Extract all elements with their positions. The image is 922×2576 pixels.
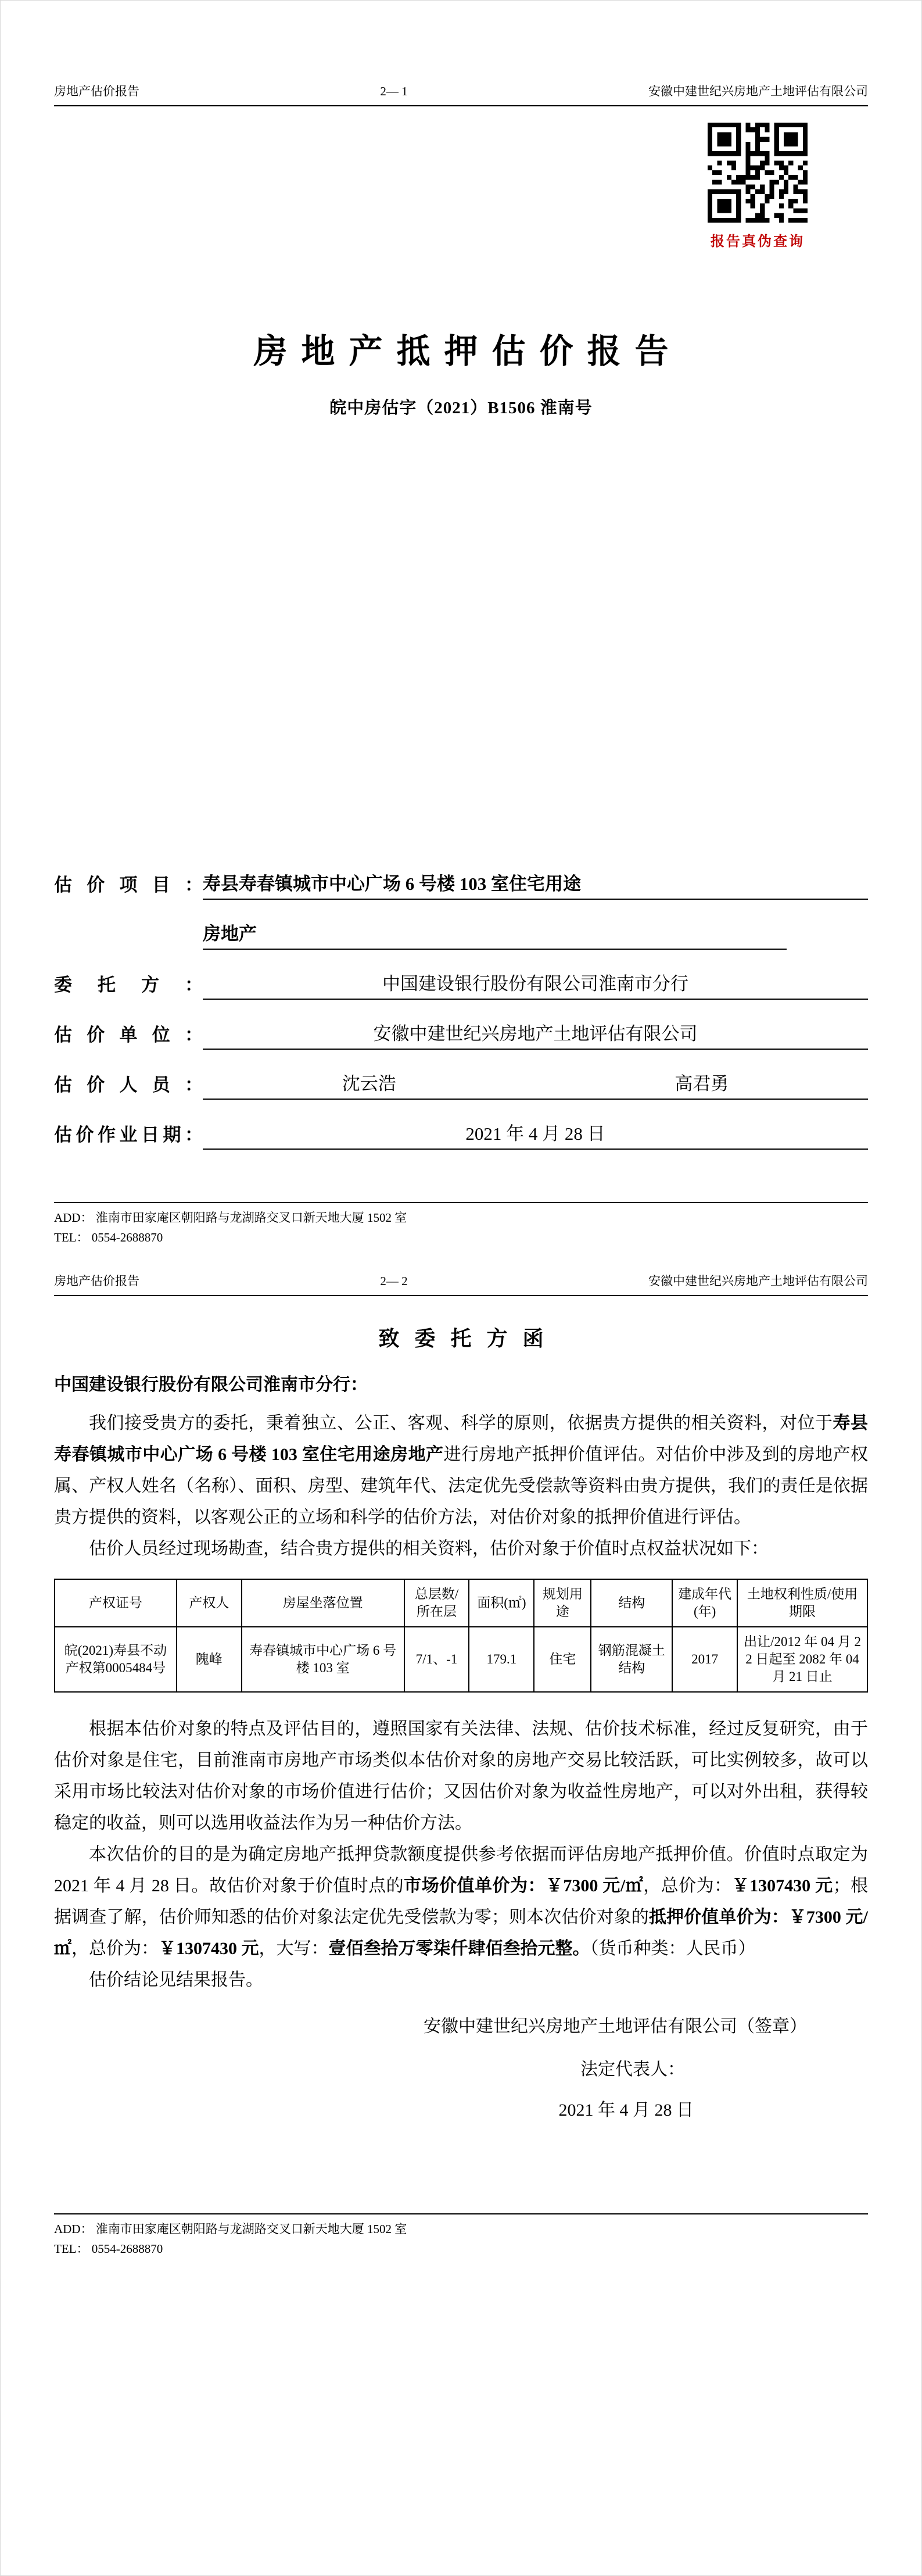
signature-date: 2021 年 4 月 28 日: [558, 2101, 694, 2120]
report-title: 房地产抵押估价报告: [253, 332, 683, 370]
table-header-floors: 总层数/所在层: [404, 1579, 469, 1627]
table-header-owner: 产权人: [177, 1579, 242, 1627]
page2-header: [54, 1272, 868, 1296]
project-label: 估价项目：: [54, 875, 203, 895]
header-company: 安徽中建世纪兴房地产土地评估有限公司: [648, 1274, 868, 1288]
report-number: 皖中房估字（2021）B1506 淮南号: [329, 399, 593, 417]
form-row-client: [54, 950, 868, 1000]
para4-market-unit-price: ￥7300 元/㎡: [545, 1876, 644, 1895]
appraiser-2: 高君勇: [675, 1074, 729, 1094]
qr-block: [702, 123, 813, 250]
para4-text-d: ，总价为：: [643, 1876, 732, 1895]
table-header-land-rights: 土地权利性质/使用期限: [737, 1579, 867, 1627]
header-page-number: 2— 2: [380, 1274, 408, 1288]
cell-structure: 钢筋混凝土结构: [591, 1627, 672, 1692]
cell-land-rights: 出让/2012 年 04 月 22 日起至 2082 年 04 月 21 日止: [737, 1627, 867, 1692]
paragraph-methods: 根据本估价对象的特点及评估目的，遵照国家有关法律、法规、估价技术标准，经过反复研究，由于估价对象是住宅，目前淮南市房地产市场类似本估价对象的房地产交易比较活跃，可比实例较多，故可以采用市场比较法对估价对象的市场价值进行估价；又因估价对象为收益性房地产，可以对外出租，获得较稳定的收益，则可以选用收益法作为另一种估价方法。: [54, 1719, 868, 1833]
para4-mortgage-unit-price: 抵押价值单价为：￥7300 元/㎡: [54, 1908, 869, 1958]
letter-title: 致委托方函: [378, 1327, 559, 1350]
staff-values: [203, 1069, 868, 1100]
header-doc-type: 房地产估价报告: [54, 84, 139, 98]
form-row-project-line2: [54, 900, 868, 950]
form-row-project: [54, 850, 868, 900]
table-header-cert-no: 产权证号: [55, 1579, 177, 1627]
salutation: 中国建设银行股份有限公司淮南市分行：: [54, 1375, 368, 1394]
header-page-number: 2— 1: [380, 84, 408, 98]
agency-value: 安徽中建世纪兴房地产土地评估有限公司: [203, 1019, 868, 1050]
para4-market-unit-label: 市场价值单价为：: [404, 1876, 546, 1895]
cell-use: 住宅: [534, 1627, 591, 1692]
header-doc-type: 房地产估价报告: [54, 1274, 139, 1288]
legal-representative-label: 法定代表人：: [580, 2060, 685, 2079]
form-row-staff: [54, 1050, 868, 1100]
cell-owner: 隗峰: [177, 1627, 242, 1692]
label-spacer: [54, 946, 203, 950]
work-date-label: 估价作业日期：: [54, 1125, 203, 1145]
cell-location: 寿春镇城市中心广场 6 号楼 103 室: [242, 1627, 404, 1692]
table-header-area: 面积(㎡): [469, 1579, 534, 1627]
para4-text-f: ；根据调查了解，估价师知悉的估价对象法定优先受偿款为零；则本次估价对象的: [54, 1876, 869, 1927]
para1-subject-property: 寿县寿春镇城市中心广场 6 号楼 103 室住宅用途房地产: [54, 1414, 869, 1464]
cell-area: 179.1: [469, 1627, 534, 1692]
appraiser-1: 沈云浩: [342, 1074, 396, 1094]
qr-code-icon: [708, 123, 808, 223]
para4-text-j: ，大写：: [259, 1939, 329, 1958]
table-header-structure: 结构: [591, 1579, 672, 1627]
table-header-year: 建成年代(年): [672, 1579, 737, 1627]
cover-form: [54, 850, 868, 1150]
footer-address: ADD： 淮南市田家庵区朝阳路与龙湖路交叉口新天地大厦 1502 室: [54, 1211, 407, 1225]
para4-text-a: 本次估价的目的是为确定房地产抵押贷款额度提供参考依据而评估房地产抵押价值。价值时点取定为 2021 年 4 月 28 日。故估价对象于价值时点的: [54, 1845, 868, 1895]
footer-tel: TEL： 0554-2688870: [54, 1230, 163, 1244]
table-header-location: 房屋坐落位置: [242, 1579, 404, 1627]
page2-footer: [54, 2213, 868, 2259]
para4-market-total-price: ￥1307430 元: [731, 1876, 833, 1895]
form-row-agency: [54, 1000, 868, 1050]
client-value: 中国建设银行股份有限公司淮南市分行: [203, 969, 868, 1000]
signature-company: 安徽中建世纪兴房地产土地评估有限公司（签章）: [424, 2017, 807, 2036]
header-company: 安徽中建世纪兴房地产土地评估有限公司: [648, 84, 868, 98]
footer-address: ADD： 淮南市田家庵区朝阳路与龙湖路交叉口新天地大厦 1502 室: [54, 2222, 407, 2236]
cell-year: 2017: [672, 1627, 737, 1692]
page1-footer: [54, 1202, 868, 1247]
page1-header: [54, 82, 868, 106]
table-row: [55, 1627, 867, 1692]
para4-currency-note: （货币种类：人民币）: [590, 1939, 756, 1958]
client-label: 委托方：: [54, 975, 203, 995]
form-row-date: [54, 1100, 868, 1150]
para1-text-c: 进行房地产抵押价值评估。对估价中涉及到的房地产权属、产权人姓名（名称）、面积、房型、建筑年代、法定优先受偿款等资料由贵方提供，我们的责任是依据贵方提供的资料，以客观公正的立场和科学的估价方法，对估价对象的抵押价值进行评估。: [54, 1445, 868, 1527]
paragraph-conclusion: 估价结论见结果报告。: [89, 1970, 263, 1990]
staff-label: 估价人员：: [54, 1075, 203, 1095]
paragraph-valuation-result: [54, 1839, 868, 1965]
project-value-line2: 房地产: [203, 919, 787, 950]
cell-cert-no: 皖(2021)寿县不动产权第0005484号: [55, 1627, 177, 1692]
cell-floors: 7/1、-1: [404, 1627, 469, 1692]
para4-text-h: ，总价为：: [71, 1939, 159, 1958]
qr-caption: 报告真伪查询: [711, 234, 805, 249]
project-value: 寿县寿春镇城市中心广场 6 号楼 103 室住宅用途: [203, 869, 868, 900]
para4-mortgage-total-price: ￥1307430 元: [159, 1939, 259, 1958]
para1-text-a: 我们接受贵方的委托，秉着独立、公正、客观、科学的原则，依据贵方提供的相关资料，对位于: [89, 1414, 833, 1433]
work-date-value: 2021 年 4 月 28 日: [203, 1119, 868, 1150]
paragraph-commission: [54, 1408, 868, 1533]
paragraph-survey: 估价人员经过现场勘查，结合贵方提供的相关资料，估价对象于价值时点权益状况如下：: [89, 1539, 769, 1558]
property-rights-table: [54, 1579, 868, 1693]
agency-label: 估价单位：: [54, 1025, 203, 1045]
table-header-row: [55, 1579, 867, 1627]
para4-amount-in-words: 壹佰叁拾万零柒仟肆佰叁拾元整。: [328, 1939, 590, 1958]
table-header-use: 规划用途: [534, 1579, 591, 1627]
footer-tel: TEL： 0554-2688870: [54, 2242, 163, 2256]
